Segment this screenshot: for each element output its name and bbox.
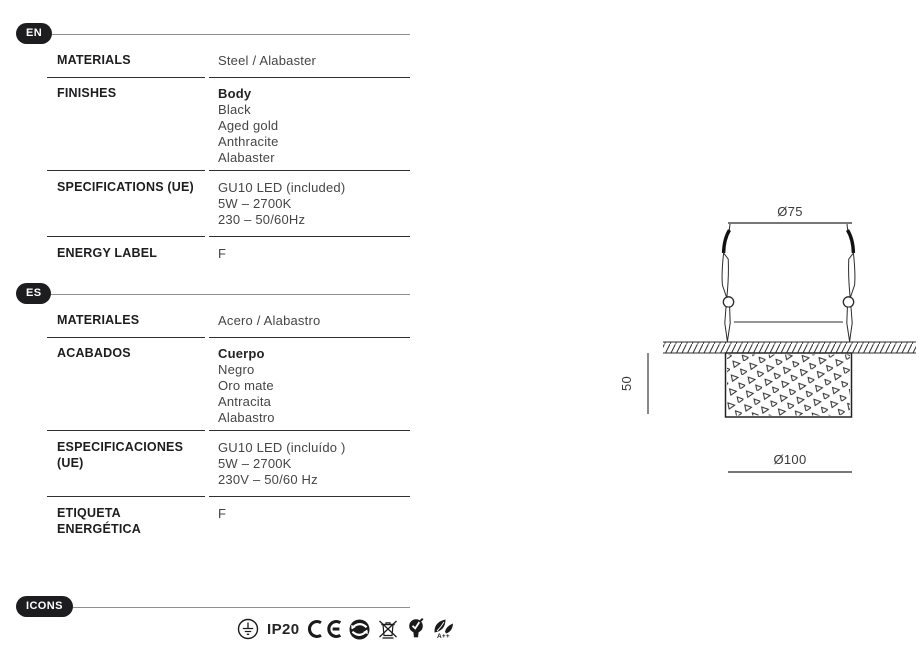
icons-tag: ICONS xyxy=(16,596,73,617)
section-rule xyxy=(52,34,410,35)
spec-value: Oro mate xyxy=(218,378,274,393)
certification-icons-row xyxy=(237,613,450,645)
spec-value: Antracita xyxy=(218,394,272,409)
language-tag-en: EN xyxy=(16,23,52,44)
spec-row-energy-label xyxy=(47,237,410,270)
section-es xyxy=(16,283,410,545)
dimension-cutout-diameter: Ø100 xyxy=(773,452,807,467)
section-rule xyxy=(73,607,410,608)
weee-bin-icon xyxy=(376,617,400,641)
spec-value: Steel / Alabaster xyxy=(218,53,317,68)
dimension-depth: 50 xyxy=(619,375,634,392)
spec-value: 230V – 50/60 Hz xyxy=(218,472,318,487)
spec-value: Alabastro xyxy=(218,410,275,425)
spec-row-specifications xyxy=(47,171,410,237)
spec-label: ENERGY LABEL xyxy=(57,246,158,260)
spec-table-es xyxy=(47,304,410,545)
spec-row-materiales xyxy=(47,304,410,338)
spec-label: ETIQUETA ENERGÉTICA xyxy=(57,506,141,536)
spec-value: Alabaster xyxy=(218,150,275,165)
dimension-top-diameter: Ø75 xyxy=(777,204,803,219)
spring-clip-left xyxy=(722,224,734,342)
recessed-body xyxy=(726,353,852,417)
section-rule xyxy=(51,294,410,295)
spec-row-especificaciones xyxy=(47,431,410,497)
spec-label: ACABADOS xyxy=(57,346,131,360)
spec-label: MATERIALS xyxy=(57,53,131,67)
fixture-technical-drawing xyxy=(615,190,919,480)
language-tag-es: ES xyxy=(16,283,51,304)
green-dot-recycle-icon xyxy=(349,619,370,640)
spec-value: Acero / Alabastro xyxy=(218,313,321,328)
spec-row-etiqueta xyxy=(47,497,410,545)
ceiling-hatch xyxy=(663,342,916,353)
spec-value: Body xyxy=(218,86,252,101)
spec-value: Anthracite xyxy=(218,134,279,149)
energy-class-label: A++ xyxy=(437,632,450,640)
spec-value: Black xyxy=(218,102,251,117)
led-bulb-check-icon xyxy=(406,617,426,641)
protective-earth-icon xyxy=(237,618,259,640)
spec-label: ESPECIFICACIONES (UE) xyxy=(57,440,184,470)
spec-value: 5W – 2700K xyxy=(218,196,292,211)
spec-value: 5W – 2700K xyxy=(218,456,292,471)
ce-mark-icon xyxy=(307,619,343,639)
spec-value: Negro xyxy=(218,362,255,377)
spec-row-finishes xyxy=(47,78,410,171)
spec-label: FINISHES xyxy=(57,86,117,100)
spec-label: MATERIALES xyxy=(57,313,140,327)
spec-value: Cuerpo xyxy=(218,346,265,361)
spec-value: F xyxy=(218,506,227,521)
spec-label: SPECIFICATIONS (UE) xyxy=(57,180,194,194)
energy-leaf-icon xyxy=(432,618,454,641)
spec-table-en xyxy=(47,44,410,270)
spec-value: GU10 LED (included) xyxy=(218,180,346,195)
spec-value: Aged gold xyxy=(218,118,279,133)
spec-value: F xyxy=(218,246,227,261)
spec-value: GU10 LED (incluído ) xyxy=(218,440,346,455)
spring-clip-right xyxy=(843,224,855,342)
ip-rating-label: IP20 xyxy=(267,620,300,638)
spec-row-materials xyxy=(47,44,410,78)
section-en xyxy=(16,23,410,270)
spec-value: 230 – 50/60Hz xyxy=(218,212,306,227)
spec-row-acabados xyxy=(47,338,410,431)
